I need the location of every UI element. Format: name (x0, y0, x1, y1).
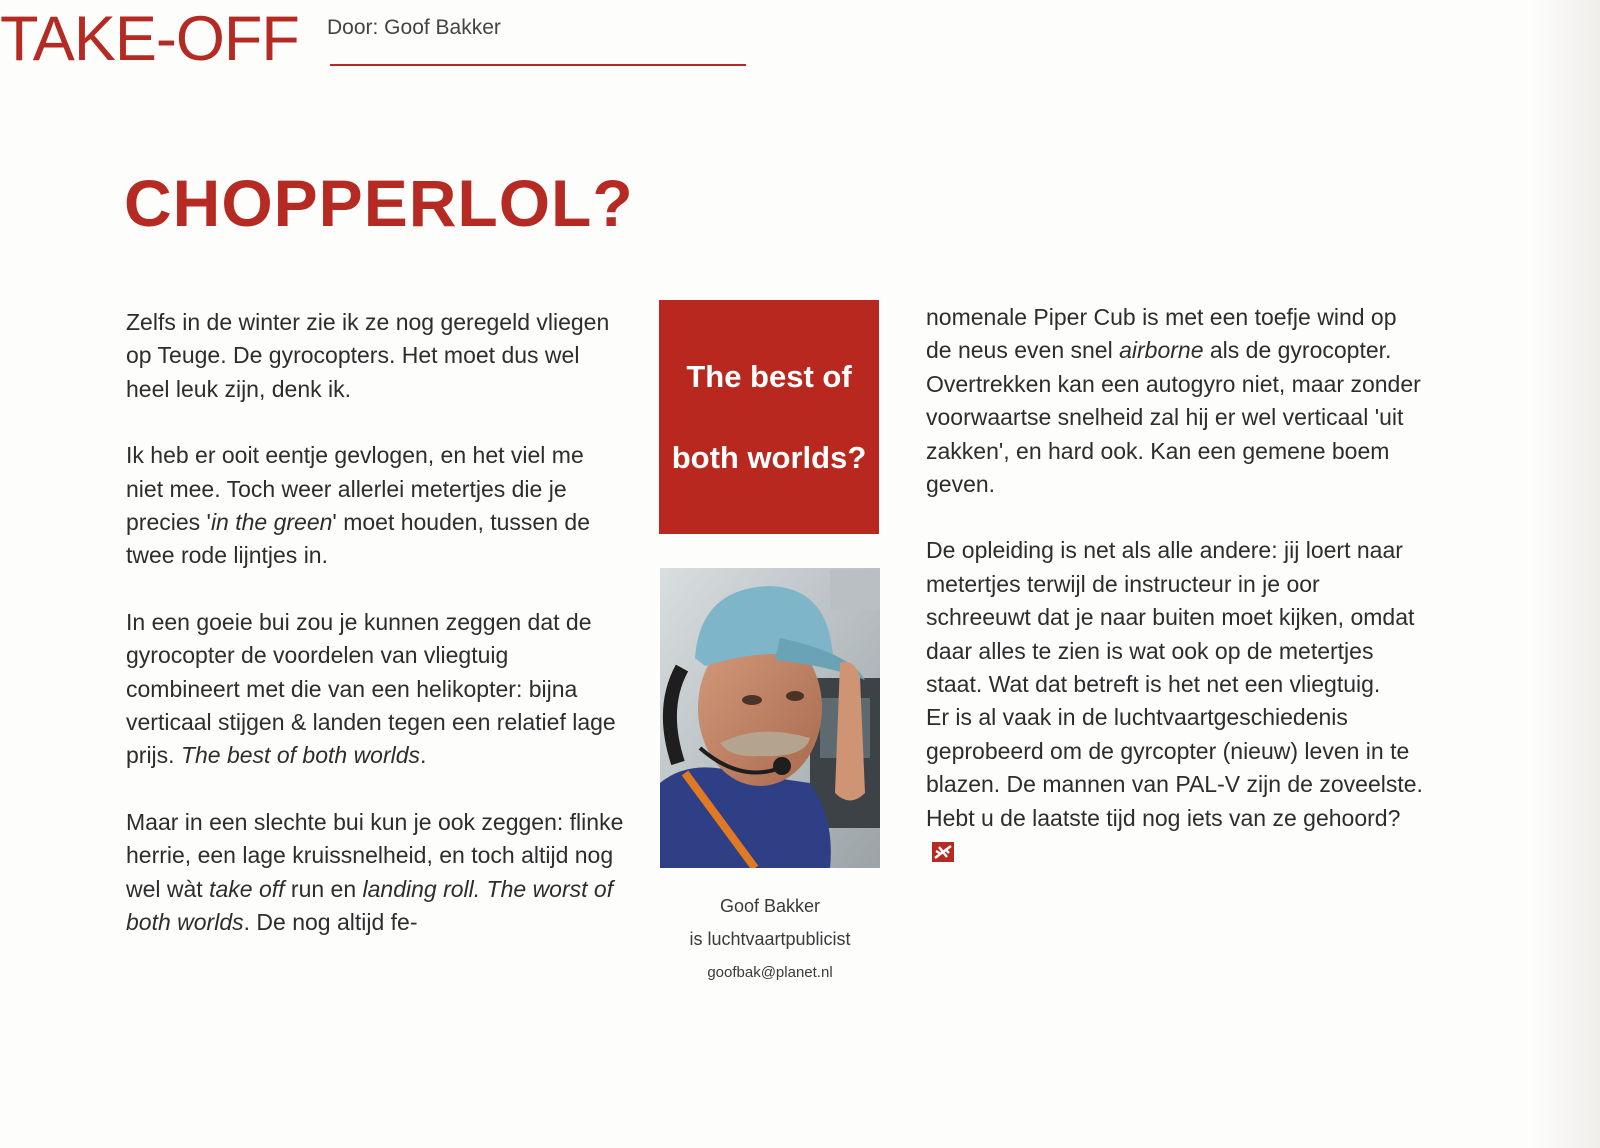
paragraph: Zelfs in de winter zie ik ze nog geregeld vliegen op Teuge. De gyrocopters. Het moet dus wel heel leuk zijn, denk ik. (126, 309, 610, 402)
author-photo (660, 568, 880, 868)
paragraph: nomenale Piper Cub is met een toefje wind op de neus even snel airborne als de gyrocopter. (926, 304, 1397, 364)
author-caption (660, 890, 880, 989)
left-text-column (126, 306, 626, 940)
pull-quote-line: both worlds? (671, 440, 867, 475)
author-role: is luchtvaartpublicist (689, 929, 851, 949)
author-email: goofbak@planet.nl (707, 964, 833, 981)
airplane-end-mark-icon (932, 838, 954, 858)
paragraph: Overtrekken kan een autogyro niet, maar zonder voorwaartse snelheid zal hij er wel verticaal 'uit zakken', en hard ook. Kan een gemene boem geven. (926, 370, 1421, 498)
paragraph: In een goeie bui zou je kunnen zeggen dat de gyrocopter de voordelen van vliegtuig combineert met die van een helikopter: bijna verticaal stijgen & landen tegen een relatief lage prijs. The best of both worlds. (126, 608, 616, 769)
paragraph: Maar in een slechte bui kun je ook zeggen: flinke herrie, een lage kruissnelheid, en toch altijd nog wel wàt take off run en landing roll. The worst of both worlds. De nog altijd fe- (126, 808, 624, 936)
section-title: TAKE-OFF (0, 4, 299, 74)
paragraph: Er is al vaak in de luchtvaartgeschiedenis geprobeerd om de gyrcopter (nieuw) leven in te blazen. De mannen van PAL-V zijn de zoveelste. Hebt u de laatste tijd nog iets van ze gehoord? (926, 701, 1426, 868)
paragraph: Ik heb er ooit eentje gevlogen, en het viel me niet mee. Toch weer allerlei metertjes die je precies 'in the green' moet houden, tussen de twee rode lijntjes in. (126, 442, 590, 569)
pull-quote-box (659, 300, 879, 534)
pull-quote-line: The best of (686, 359, 852, 394)
article-headline: CHOPPERLOL? (124, 166, 634, 240)
byline: Door: Goof Bakker (327, 16, 501, 39)
page-edge-shadow (1530, 0, 1600, 1148)
paragraph: De opleiding is net als alle andere: jij loert naar metertjes terwijl de instructeur in je oor schreeuwt dat je naar buiten moet kijken, omdat daar alles te zien is wat ook op de metertjes staat. Wat dat betreft is het net een vliegtuig. (926, 537, 1415, 698)
byline-divider (330, 64, 746, 66)
author-name: Goof Bakker (719, 896, 821, 916)
right-text-column (926, 301, 1426, 869)
